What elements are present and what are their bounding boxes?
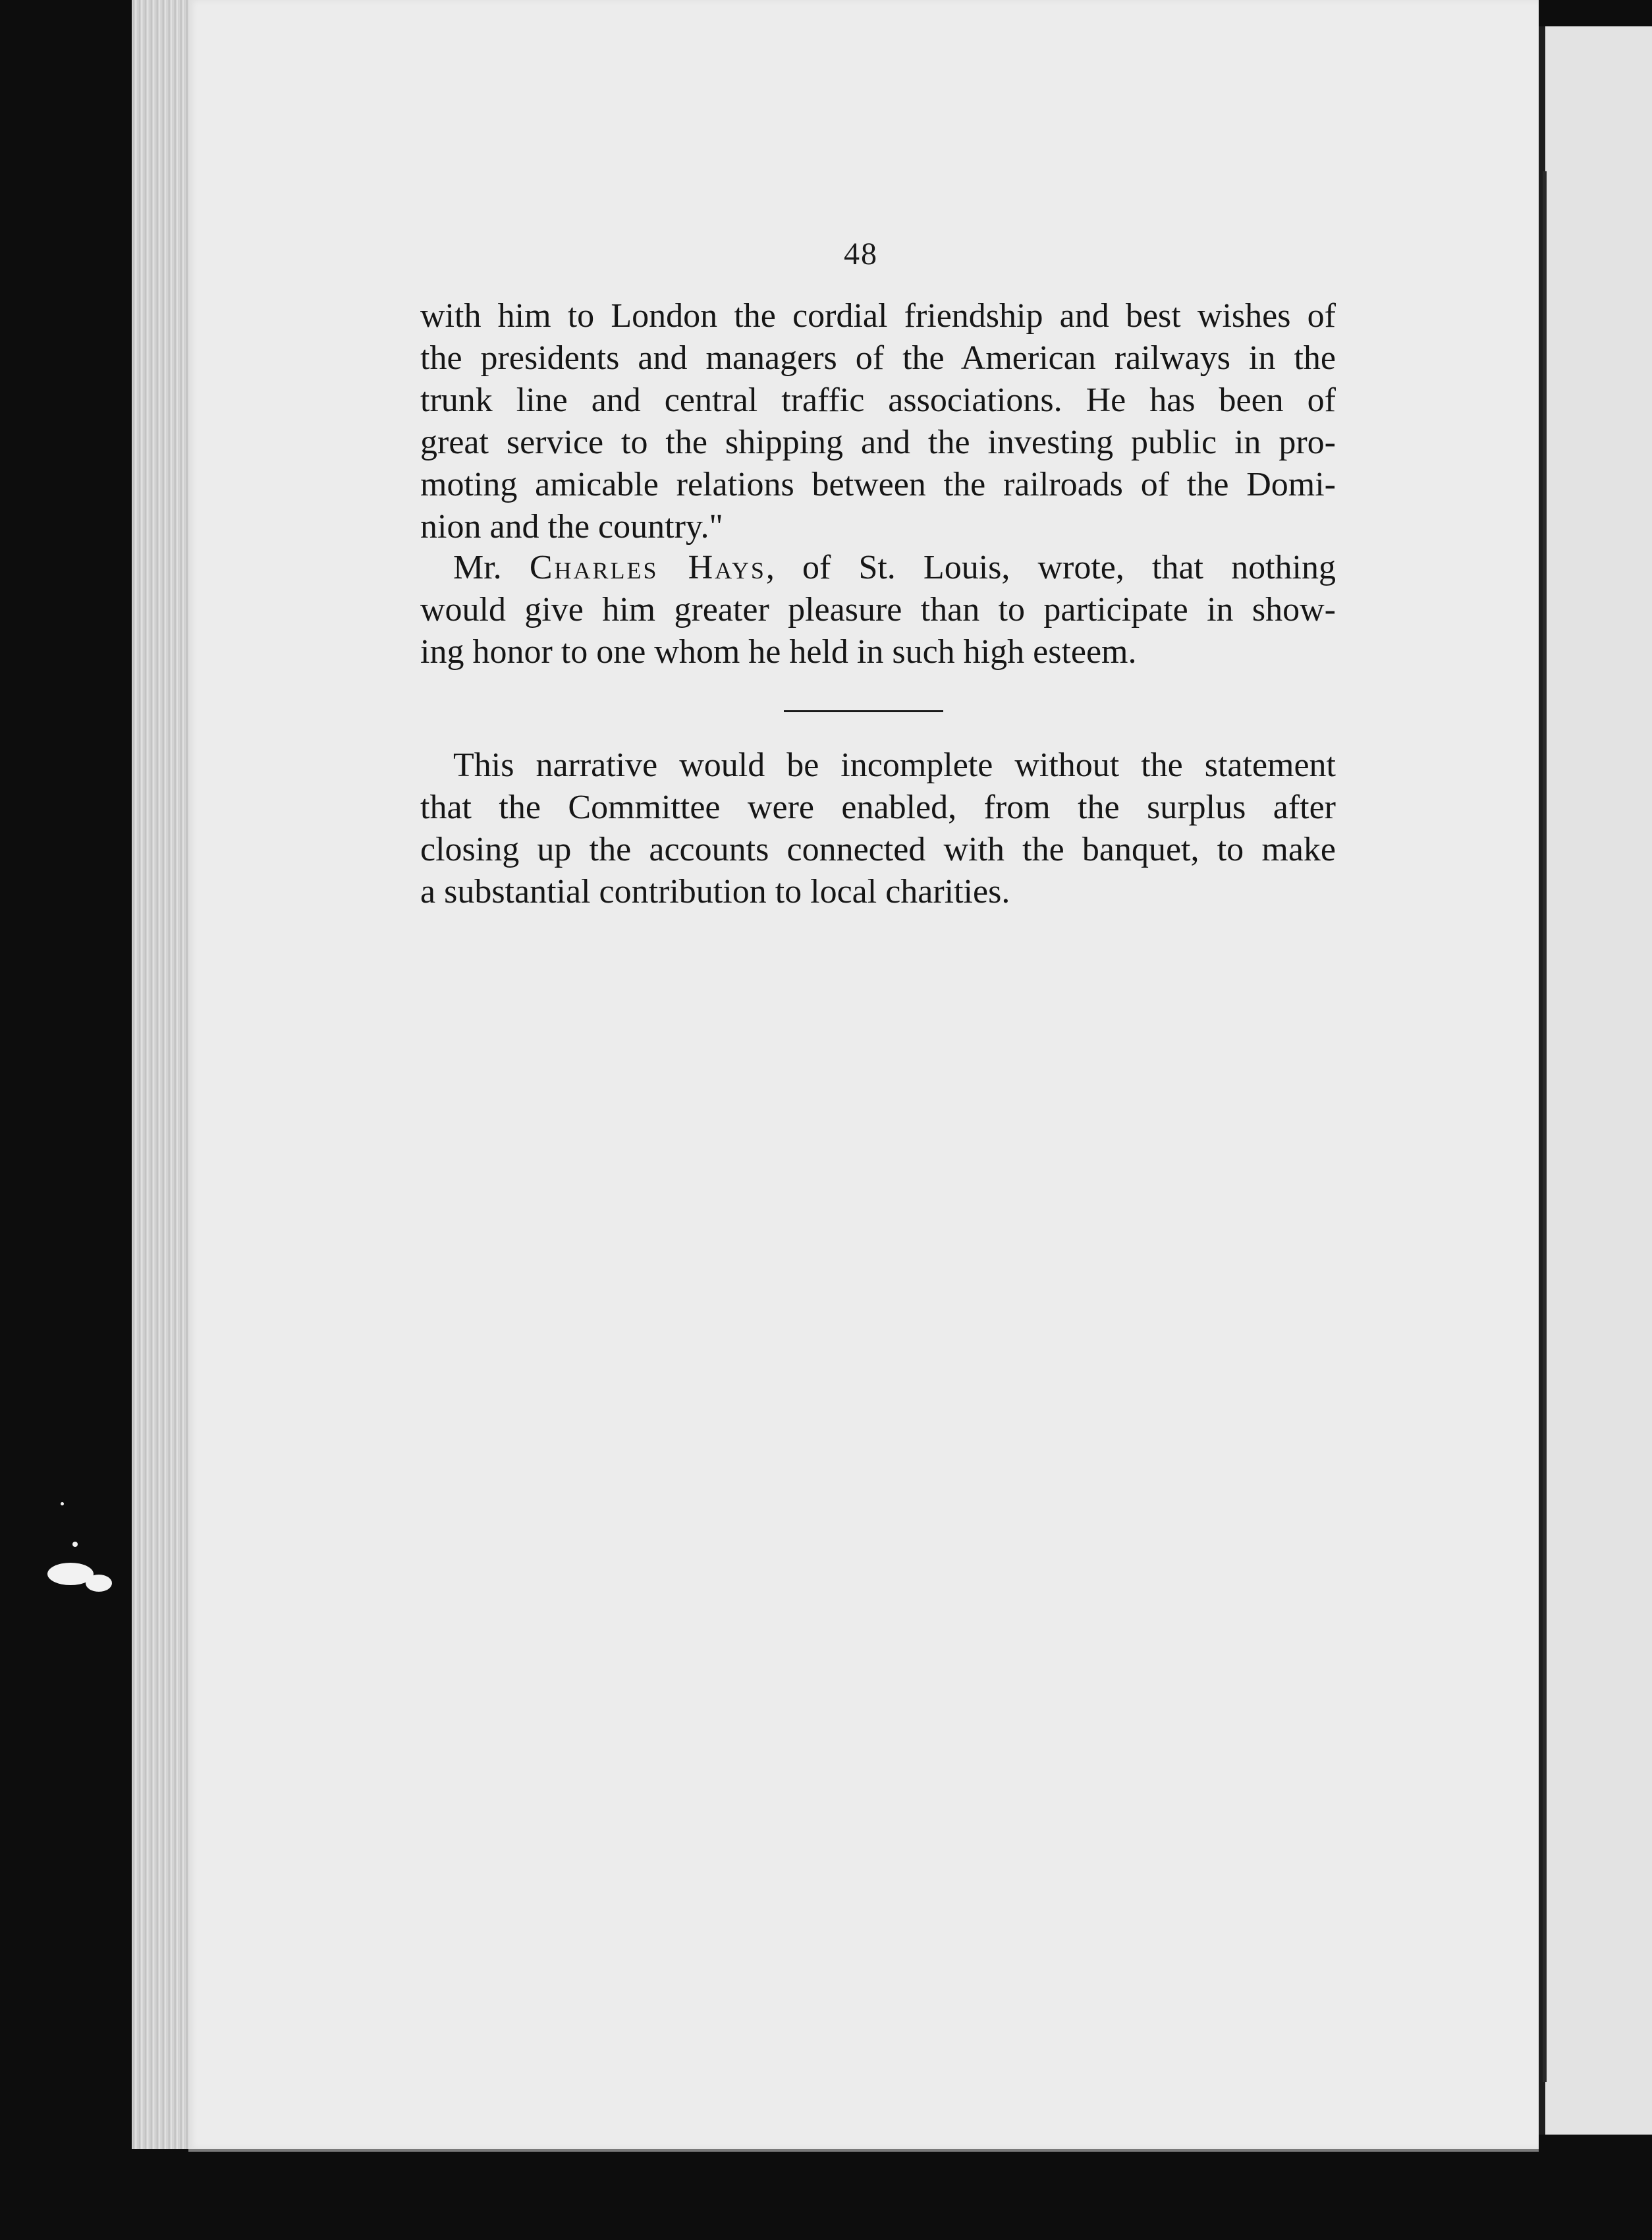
section-divider-rule xyxy=(784,710,943,712)
page-edges xyxy=(132,0,192,2149)
page-number: 48 xyxy=(844,237,878,271)
text-line: the presidents and managers of the American railways in the xyxy=(420,339,1336,377)
text-line: nion and the country." xyxy=(420,508,723,546)
text-line: This narrative would be incomplete without the statement xyxy=(453,746,1336,784)
paragraph-continued xyxy=(420,295,1336,548)
salutation: Mr. xyxy=(453,549,502,586)
next-page-edge xyxy=(1539,26,1652,2135)
text-line: ing honor to one whom he held in such high esteem. xyxy=(420,633,1137,671)
text-line: that the Committee were enabled, from the surplus after xyxy=(420,789,1336,826)
text-line: would give him greater pleasure than to participate in show- xyxy=(420,591,1336,629)
person-name: Charles Hays xyxy=(529,549,766,586)
text-line: moting amicable relations between the railroads of the Domi- xyxy=(420,466,1336,503)
text-line: closing up the accounts connected with the banquet, to make xyxy=(420,831,1336,868)
text-line: great service to the shipping and the investing public in pro- xyxy=(420,424,1336,461)
paragraph-hays xyxy=(420,547,1336,673)
text-line: with him to London the cordial friendship and best wishes of xyxy=(420,297,1336,335)
paragraph-closing xyxy=(420,744,1336,913)
binding-shadow xyxy=(1543,171,1547,2082)
text-line: trunk line and central traffic associations. He has been of xyxy=(420,381,1336,419)
text-line: a substantial contribution to local charities. xyxy=(420,873,1010,910)
text-fragment: , of St. Louis, wrote, that nothing xyxy=(765,549,1336,586)
text-line xyxy=(420,547,1336,589)
